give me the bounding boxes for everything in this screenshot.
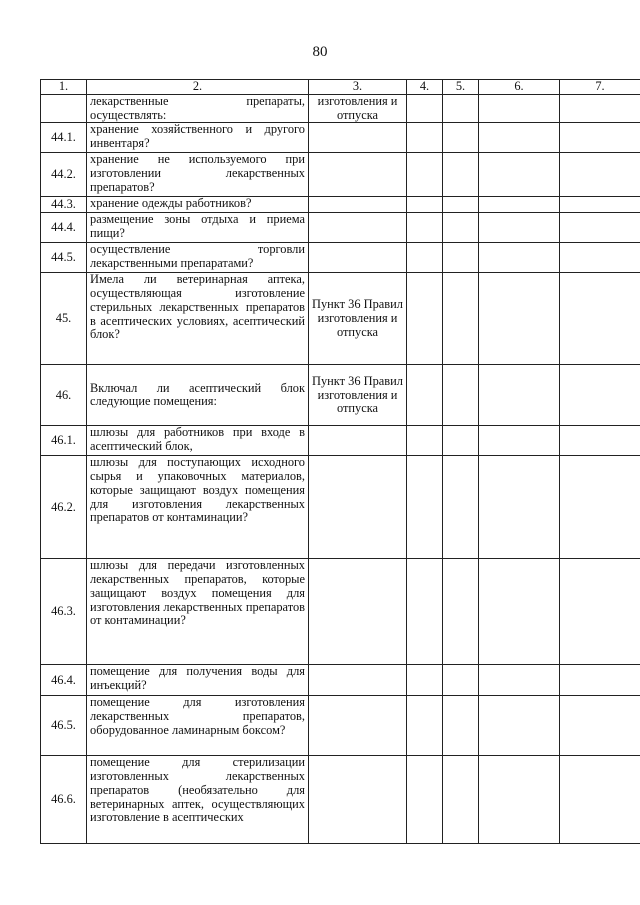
table-row bbox=[41, 365, 640, 426]
table-row bbox=[41, 213, 640, 243]
column-header: 2. bbox=[87, 80, 309, 95]
item-reference: Пункт 36 Правил изготовления и отпуска bbox=[309, 273, 407, 365]
item-reference bbox=[309, 213, 407, 243]
item-text: осуществление торговли лекарственными препаратами? bbox=[87, 243, 309, 273]
cell bbox=[560, 243, 640, 273]
checklist-table bbox=[40, 79, 640, 844]
item-reference bbox=[309, 665, 407, 696]
item-number: 46.4. bbox=[41, 665, 87, 696]
cell bbox=[407, 197, 443, 213]
cell bbox=[407, 95, 443, 123]
table-row bbox=[41, 153, 640, 197]
table-row bbox=[41, 243, 640, 273]
cell bbox=[479, 273, 560, 365]
cell bbox=[443, 696, 479, 756]
item-reference bbox=[309, 123, 407, 153]
cell bbox=[443, 756, 479, 844]
column-header: 3. bbox=[309, 80, 407, 95]
cell bbox=[560, 665, 640, 696]
cell bbox=[407, 243, 443, 273]
item-number: 46.2. bbox=[41, 456, 87, 559]
cell bbox=[560, 123, 640, 153]
item-reference: Пункт 36 Правил изготовления и отпуска bbox=[309, 365, 407, 426]
cell bbox=[560, 696, 640, 756]
cell bbox=[560, 456, 640, 559]
cell bbox=[479, 665, 560, 696]
cell bbox=[560, 426, 640, 456]
item-number bbox=[41, 95, 87, 123]
item-number: 46.5. bbox=[41, 696, 87, 756]
cell bbox=[443, 197, 479, 213]
item-text: хранение хозяйственного и другого инвентаря? bbox=[87, 123, 309, 153]
column-header: 5. bbox=[443, 80, 479, 95]
item-number: 44.4. bbox=[41, 213, 87, 243]
cell bbox=[407, 456, 443, 559]
item-reference: изготовления и отпуска bbox=[309, 95, 407, 123]
cell bbox=[443, 365, 479, 426]
item-text: помещение для получения воды для инъекций? bbox=[87, 665, 309, 696]
item-number: 46.3. bbox=[41, 559, 87, 665]
cell bbox=[560, 95, 640, 123]
table-row bbox=[41, 273, 640, 365]
cell bbox=[443, 95, 479, 123]
item-text: хранение не используемого при изготовлении лекарственных препаратов? bbox=[87, 153, 309, 197]
page-number: 80 bbox=[312, 44, 328, 60]
cell bbox=[479, 95, 560, 123]
cell bbox=[407, 559, 443, 665]
cell bbox=[479, 696, 560, 756]
table-row bbox=[41, 696, 640, 756]
item-number: 44.2. bbox=[41, 153, 87, 197]
cell bbox=[407, 365, 443, 426]
cell bbox=[407, 273, 443, 365]
column-header: 7. bbox=[560, 80, 640, 95]
table-row bbox=[41, 197, 640, 213]
cell bbox=[443, 123, 479, 153]
cell bbox=[443, 426, 479, 456]
table-row bbox=[41, 559, 640, 665]
cell bbox=[407, 123, 443, 153]
table-row bbox=[41, 756, 640, 844]
cell bbox=[560, 559, 640, 665]
cell bbox=[479, 197, 560, 213]
cell bbox=[479, 365, 560, 426]
item-text: шлюзы для работников при входе в асептический блок, bbox=[87, 426, 309, 456]
cell bbox=[479, 123, 560, 153]
item-text: хранение одежды работников? bbox=[87, 197, 309, 213]
item-number: 46. bbox=[41, 365, 87, 426]
item-text: шлюзы для передачи изготовленных лекарственных препаратов, которые защищают воздух помещения для изготовления лекарственных препаратов от контаминации? bbox=[87, 559, 309, 665]
item-number: 45. bbox=[41, 273, 87, 365]
item-reference bbox=[309, 426, 407, 456]
item-text: помещение для стерилизации изготовленных лекарственных препаратов (необязательно для ветеринарных аптек, осуществляющих изготовление в асептических bbox=[87, 756, 309, 844]
cell bbox=[479, 243, 560, 273]
cell bbox=[479, 456, 560, 559]
item-text: лекарственные препараты, осуществлять: bbox=[87, 95, 309, 123]
header-row bbox=[41, 80, 640, 95]
item-reference bbox=[309, 456, 407, 559]
item-number: 44.3. bbox=[41, 197, 87, 213]
cell bbox=[443, 213, 479, 243]
item-reference bbox=[309, 696, 407, 756]
cell bbox=[407, 696, 443, 756]
cell bbox=[407, 426, 443, 456]
table-row bbox=[41, 95, 640, 123]
item-reference bbox=[309, 153, 407, 197]
cell bbox=[560, 365, 640, 426]
item-number: 46.6. bbox=[41, 756, 87, 844]
item-text: Включал ли асептический блок следующие помещения: bbox=[87, 365, 309, 426]
cell bbox=[560, 756, 640, 844]
cell bbox=[479, 426, 560, 456]
column-header: 1. bbox=[41, 80, 87, 95]
cell bbox=[479, 559, 560, 665]
cell bbox=[479, 756, 560, 844]
column-header: 6. bbox=[479, 80, 560, 95]
item-text: Имела ли ветеринарная аптека, осуществляющая изготовление стерильных лекарственных препаратов в асептических условиях, асептический блок? bbox=[87, 273, 309, 365]
cell bbox=[407, 153, 443, 197]
cell bbox=[560, 197, 640, 213]
cell bbox=[443, 456, 479, 559]
item-number: 44.1. bbox=[41, 123, 87, 153]
cell bbox=[443, 273, 479, 365]
cell bbox=[560, 153, 640, 197]
cell bbox=[479, 213, 560, 243]
item-number: 46.1. bbox=[41, 426, 87, 456]
table-row bbox=[41, 665, 640, 696]
cell bbox=[560, 213, 640, 243]
item-reference bbox=[309, 243, 407, 273]
item-text: помещение для изготовления лекарственных препаратов, оборудованное ламинарным боксом? bbox=[87, 696, 309, 756]
item-reference bbox=[309, 559, 407, 665]
cell bbox=[407, 756, 443, 844]
table-row bbox=[41, 426, 640, 456]
cell bbox=[443, 243, 479, 273]
item-reference bbox=[309, 197, 407, 213]
table-row bbox=[41, 123, 640, 153]
cell bbox=[560, 273, 640, 365]
item-reference bbox=[309, 756, 407, 844]
table-row bbox=[41, 456, 640, 559]
item-text: размещение зоны отдыха и приема пищи? bbox=[87, 213, 309, 243]
cell bbox=[443, 153, 479, 197]
cell bbox=[443, 559, 479, 665]
cell bbox=[443, 665, 479, 696]
cell bbox=[407, 665, 443, 696]
cell bbox=[407, 213, 443, 243]
item-text: шлюзы для поступающих исходного сырья и упаковочных материалов, которые защищают воздух помещения для изготовления лекарственных препаратов от контаминации? bbox=[87, 456, 309, 559]
item-number: 44.5. bbox=[41, 243, 87, 273]
column-header: 4. bbox=[407, 80, 443, 95]
cell bbox=[479, 153, 560, 197]
